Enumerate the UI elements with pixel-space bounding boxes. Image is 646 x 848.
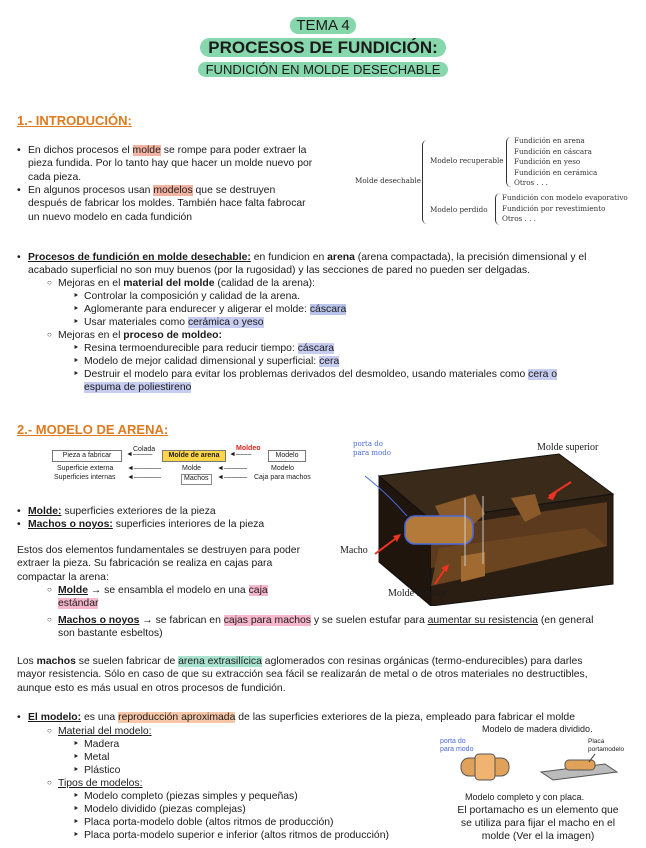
mejoras-material: ○ Mejoras en el material del molde (calidad de la arena): (58, 277, 315, 290)
tipo-item: ‣ Modelo dividido (piezas complejas) (84, 803, 246, 816)
diag-pieza: Pieza a fabricar (52, 450, 122, 462)
section-2-heading: 2.- MODELO DE ARENA: (17, 422, 169, 437)
mejora-item: ‣ Resina termoendurecible para reducir tiempo: cáscara (84, 342, 334, 355)
material-item: ‣ Madera (84, 738, 119, 751)
tema-label: TEMA 4 (0, 16, 646, 35)
tipos-heading: ○ Tipos de modelos: (58, 777, 143, 790)
mejora-item: ‣ Aglomerante para endurecer y aligerar el molde: cáscara (84, 303, 346, 316)
mejora-item: ‣ Usar materiales como cerámica o yeso (84, 316, 264, 329)
tree-brace-root (422, 140, 428, 224)
diag-molde: Molde (182, 465, 202, 472)
fig-placa-label: Placa portamodelo (588, 738, 625, 753)
intro-bullet-2: • En algunos procesos usan modelos que se destruyen después de fabricar los moldes. También hace falta fabrocar un nuevo modelo en cada fundición (28, 184, 348, 224)
mold-illustration (335, 436, 635, 606)
tree-brace-per (495, 193, 500, 225)
arrow-left-icon: ◄––––––– (127, 474, 162, 481)
molde-bullet: • Molde: superficies exteriores de la pieza (28, 505, 216, 518)
mejora-item: ‣ Controlar la composición y calidad de la arena. (84, 290, 300, 303)
page-title: PROCESOS DE FUNDICIÓN: (0, 37, 646, 59)
material-item: ‣ Metal (84, 751, 109, 764)
machos-bullet: • Machos o noyos: superficies interiores de la pieza (28, 518, 264, 531)
machos-caja-item: ○ Machos o noyos → se fabrican en cajas para machos y se suelen estufar para aumentar su resistencia (en general son bastante esbeltos) (58, 614, 633, 641)
tree-perdido: Modelo perdido (430, 205, 488, 214)
model-figure (455, 748, 625, 788)
diag-sup-int: Superficies internas (54, 474, 116, 481)
intro-bullet-1: • En dichos procesos el molde se rompe para poder extraer la pieza fundida. Por lo tanto hay que hacer un molde nuevo por cada pieza. (28, 144, 348, 184)
tree-brace-rec (506, 137, 511, 187)
section-1-heading: 1.- INTRODUCIÓN: (17, 113, 132, 128)
tipo-item: ‣ Placa porta-modelo superior e inferior (altos ritmos de producción) (84, 829, 389, 842)
arrow-left-icon: ◄–––– (229, 451, 252, 458)
mejoras-proceso: ○ Mejoras en el proceso de moldeo: (58, 329, 222, 342)
fig-top-caption: Modelo de madera dividido. (482, 724, 593, 734)
tipo-item: ‣ Modelo completo (piezas simples y pequeñas) (84, 790, 298, 803)
diag-molde-arena: Molde de arena (162, 450, 226, 462)
arrow-left-icon: ◄––––– (126, 451, 153, 458)
material-heading: ○ Material del modelo: (58, 725, 152, 738)
fig-handwritten-note: porta do para modo (440, 738, 474, 753)
mejora-item: ‣ Modelo de mejor calidad dimensional y superficial: cera (84, 355, 339, 368)
diag-sup-ext: Superficie externa (57, 465, 114, 472)
tree-recuperable: Modelo recuperable (430, 156, 504, 165)
diag-modelo: Modelo (268, 450, 306, 462)
modelo-bullet: • El modelo: es una reproducción aproximada de las superficies exteriores de la pieza, empleado para fabricar el molde (28, 711, 633, 724)
tree-per-list: Fundición con modelo evaporativo Fundición por revestimiento Otros . . . (502, 193, 628, 224)
arrow-left-icon: ◄–––––– (217, 474, 248, 481)
tipo-item: ‣ Placa porta-modelo doble (altos ritmos de producción) (84, 816, 334, 829)
machos-paragraph: Los machos se suelen fabricar de arena extrasilícica aglomerados con resinas orgánicas (termo-endurecibles) para darles mayor resistencia. Sólo en caso de que su extracción sea fácil se realizarán de metal o de otros materiales no destructibles, aunque esto es más usual en otros procesos de fundición. (17, 656, 588, 694)
page-subtitle: FUNDICIÓN EN MOLDE DESECHABLE (0, 62, 646, 79)
handwritten-note: porta do para modo (353, 440, 391, 457)
mejora-item: ‣ Destruir el modelo para evitar los problemas derivados del desmoldeo, usando materiales como cera o espuma de poliestireno (84, 368, 629, 395)
label-macho: Macho (340, 545, 368, 556)
diag-moldeo: Moldeo (236, 445, 261, 452)
diag-modelo-2: Modelo (271, 465, 294, 472)
label-molde-superior: Molde superior (537, 442, 599, 453)
tree-root: Molde desechable (355, 176, 422, 185)
diag-colada: Colada (133, 446, 156, 453)
tree-rec-list: Fundición en arena Fundición en cáscara Fundición en yeso Fundición en cerámica Otros . . . (514, 136, 598, 188)
arrow-left-icon: ◄–––––– (217, 465, 248, 472)
material-item: ‣ Plástico (84, 764, 120, 777)
cajas-paragraph: Estos dos elementos fundamentales se destruyen para poder extraer la pieza. Su fabricación se realiza en cajas para compactar la arena: (17, 545, 301, 583)
diag-caja: Caja para machos (254, 474, 311, 481)
molde-caja-item: ○ Molde → se ensambla el modelo en una caja estándar (58, 584, 298, 611)
fig-caption-1: Modelo completo y con placa. (465, 792, 585, 802)
label-molde-inferior: Molde inferior (388, 588, 447, 599)
diag-machos: Machos (181, 474, 212, 485)
arrow-left-icon: ◄––––––– (127, 465, 162, 472)
procesos-bullet: • Procesos de fundición en molde desechable: en fundicion en arena (arena compactada), la precisión dimensional y el acabado superficial no son muy buenos (por la rugosidad) y las secciones de pared no pueden ser delgadas. (28, 251, 633, 278)
fig-caption-block: El portamacho es un elemento que se utiliza para fijar el macho en el molde (Ver el la imagen) (457, 805, 619, 842)
